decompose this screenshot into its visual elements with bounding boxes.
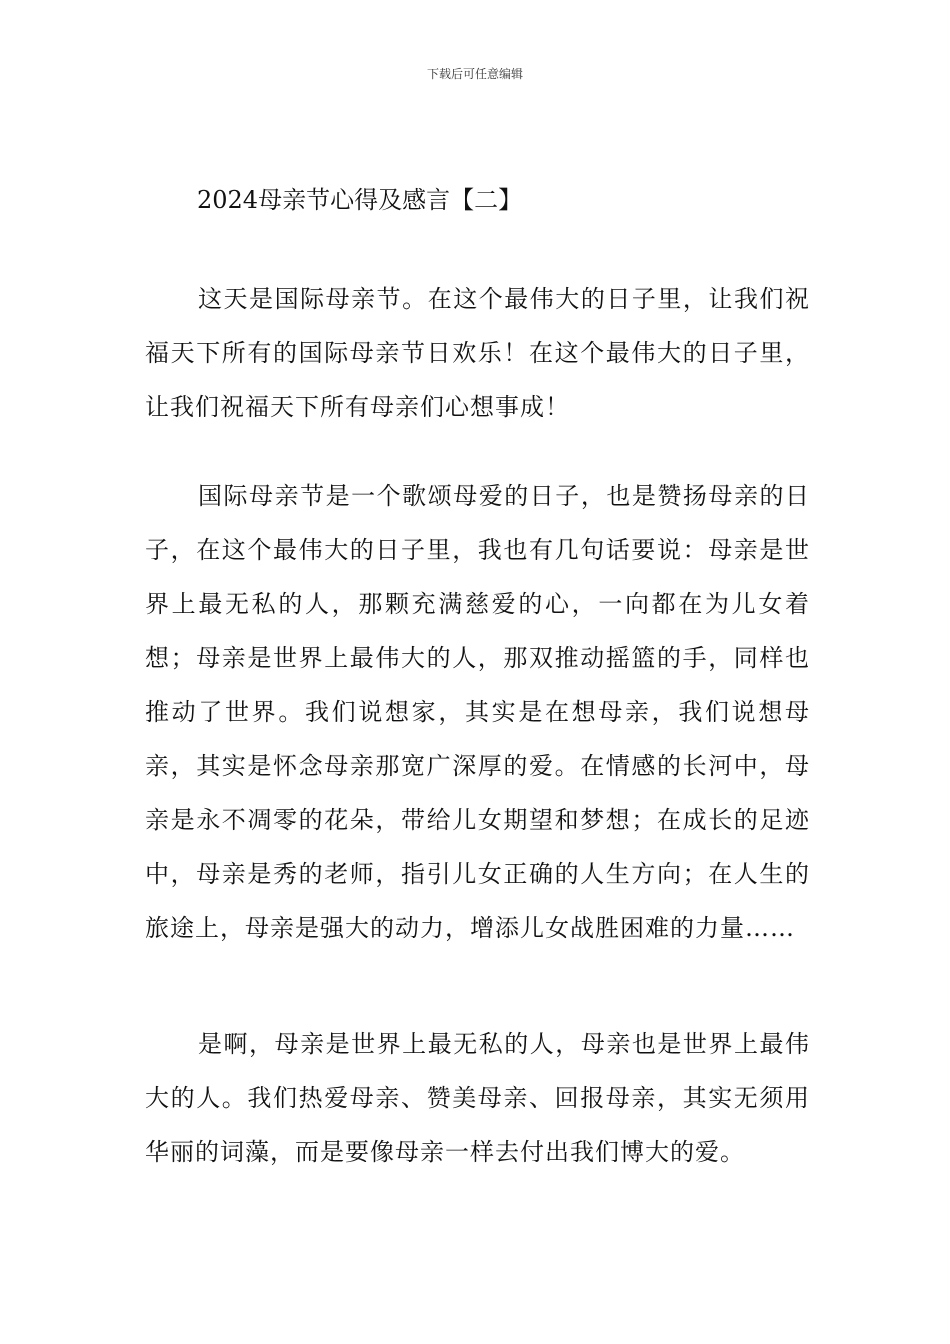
- paragraph-3: 是啊，母亲是世界上最无私的人，母亲也是世界上最伟大的人。我们热爱母亲、赞美母亲、回报母亲，其实无须用华丽的词藻，而是要像母亲一样去付出我们博大的爱。: [145, 1030, 810, 1166]
- paragraph-1: 这天是国际母亲节。在这个最伟大的日子里，让我们祝福天下所有的国际母亲节日欢乐！在这个最伟大的日子里，让我们祝福天下所有母亲们心想事成！: [145, 285, 810, 421]
- header-note: 下载后可任意编辑: [426, 67, 523, 81]
- document-title: 2024母亲节心得及感言【二】: [197, 186, 523, 214]
- paragraph-2: 国际母亲节是一个歌颂母爱的日子，也是赞扬母亲的日子，在这个最伟大的日子里，我也有几句话要说：母亲是世界上最无私的人，那颗充满慈爱的心，一向都在为儿女着想；母亲是世界上最伟大的人，那双推动摇篮的手，同样也推动了世界。我们说想家，其实是在想母亲，我们说想母亲，其实是怀念母亲那宽广深厚的爱。在情感的长河中，母亲是永不凋零的花朵，带给儿女期望和梦想；在成长的足迹中，母亲是秀的老师，指引儿女正确的人生方向；在人生的旅途上，母亲是强大的动力，增添儿女战胜困难的力量……: [145, 482, 810, 942]
